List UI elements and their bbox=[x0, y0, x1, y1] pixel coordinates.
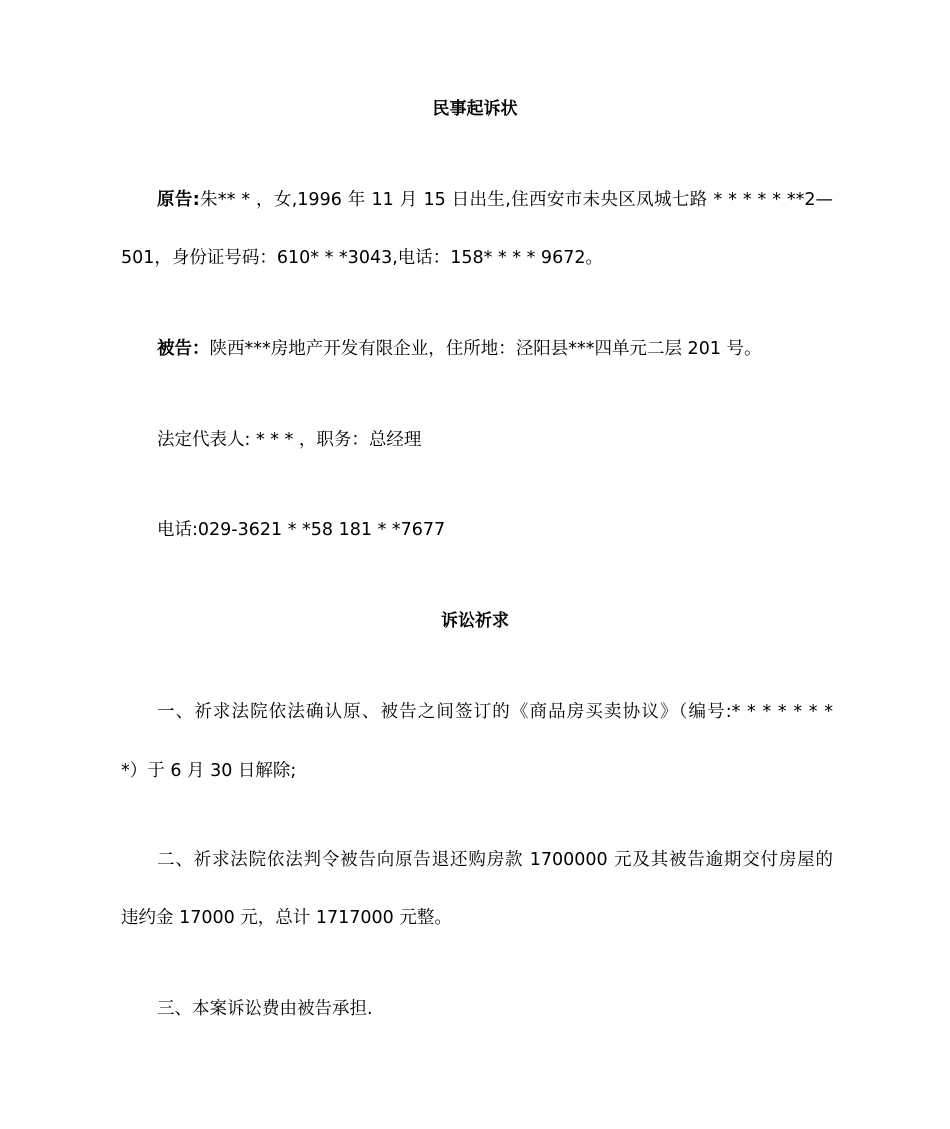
plaintiff-text-1: 朱** * ，女,1996 年 11 月 15 日出生,住西安市未央区凤城七路 * * * * * **2— bbox=[199, 190, 833, 210]
claim-2-line-2: 违约金 17000 元，总计 1717000 元整。 bbox=[121, 908, 452, 928]
plaintiff-label: 原告: bbox=[157, 190, 200, 210]
claim-2-line-1: 二、祈求法院依法判令被告向原告退还购房款 1700000 元及其被告逾期交付房屋的 bbox=[157, 850, 833, 870]
legal-representative-line: 法定代表人: * * * ，职务：总经理 bbox=[157, 430, 422, 450]
claims-heading: 诉讼祈求 bbox=[441, 611, 509, 631]
claim-1-line-2: *）于 6 月 30 日解除; bbox=[121, 761, 297, 781]
defendant-label: 被告： bbox=[157, 339, 210, 359]
defendant-text: 陕西***房地产开发有限企业，住所地：泾阳县***四单元二层 201 号。 bbox=[209, 339, 762, 359]
document-title: 民事起诉状 bbox=[432, 99, 518, 119]
claim-3-line-1: 三、本案诉讼费由被告承担. bbox=[157, 999, 373, 1019]
plaintiff-line-1 bbox=[157, 188, 833, 212]
claim-1-line-1: 一、祈求法院依法确认原、被告之间签订的《商品房买卖协议》（编号:* * * * * * * bbox=[157, 702, 833, 722]
plaintiff-line-2: 501，身份证号码：610* * *3043,电话：158* * * * 9672。 bbox=[121, 248, 603, 268]
phone-line: 电话:029-3621 * *58 181 * *7677 bbox=[157, 520, 446, 540]
defendant-line bbox=[157, 337, 833, 361]
